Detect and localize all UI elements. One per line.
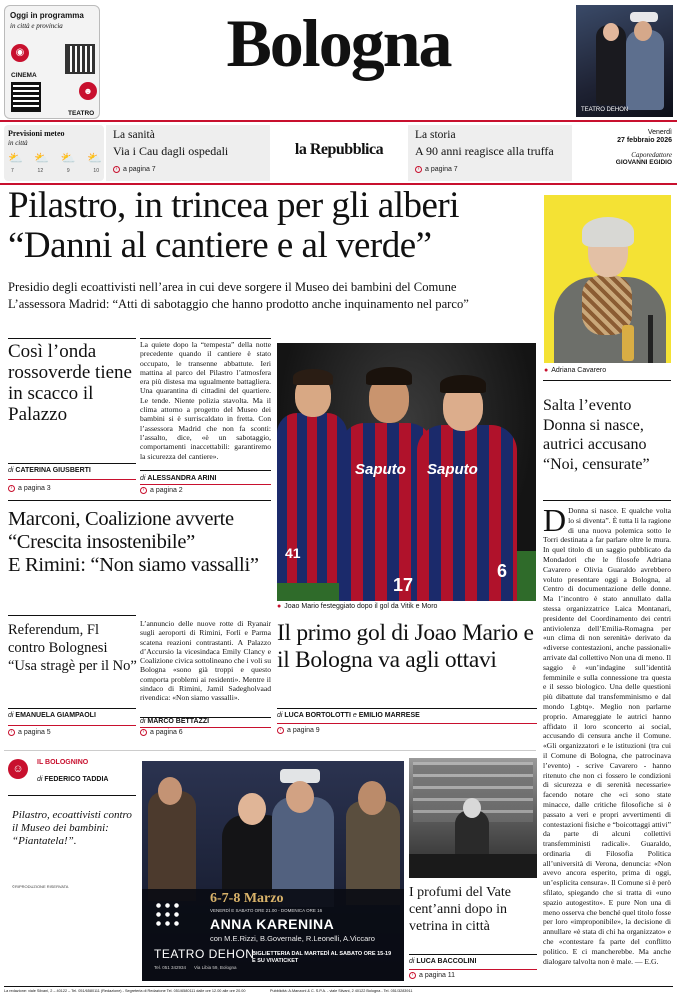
onda-headline[interactable]: Così l’onda rossoverde tiene in scacco il Palazzo bbox=[8, 341, 132, 425]
referendum-page-ref[interactable]: › a pagina 5 bbox=[8, 729, 51, 736]
lead-standfirst-line1: Presidio degli ecoattivisti nell’area in cui deve sorgere il Museo dei bambini del Comune bbox=[8, 280, 457, 294]
marconi-headline[interactable] bbox=[8, 508, 273, 577]
arrow-icon: › bbox=[8, 485, 15, 492]
teatro-photo-caption: TEATRO DEHON bbox=[581, 107, 629, 113]
actor-figure bbox=[626, 30, 664, 110]
bolognino-rule bbox=[8, 795, 136, 796]
temp-value: 10 bbox=[93, 168, 99, 174]
vate-photo[interactable] bbox=[409, 758, 537, 878]
teaser-storia[interactable] bbox=[408, 125, 572, 181]
cavarero-body-rule bbox=[543, 500, 671, 501]
vate-head bbox=[463, 798, 481, 818]
lead-ref-rule bbox=[140, 484, 271, 485]
bolognino-icon: ☺ bbox=[8, 759, 28, 779]
onda-byline: di CATERINA GIUSBERTI bbox=[8, 467, 91, 474]
vate-page-ref[interactable]: › a pagina 11 bbox=[409, 972, 455, 979]
ad-officer-face bbox=[286, 781, 314, 813]
cavarero-top-rule bbox=[543, 380, 671, 381]
repubblica-logo[interactable]: la Repubblica bbox=[294, 141, 384, 158]
vate-table bbox=[409, 854, 537, 878]
ad-actor-left-face bbox=[158, 777, 182, 805]
teaser-kicker: La storia bbox=[415, 129, 456, 141]
marconi-body: L’annuncio delle nuove rotte di Ryanair sugli aeroporti di Rimini, Forlì e Parma scatena reazioni contrastanti. A Palazzo d’Accursio la vicesindaca Emily Clancy e Coalizione civica sottolineano che i voli su Bologna «sono già troppi e questo comporta problemi ai residenti». Mentre il sindaco di Rimini, Jamil Sadegholvaad rivendica: «Non siamo vassalli». bbox=[140, 619, 271, 703]
ad-box-office: BIGLIETTERIA DAL MARTEDÌ AL SABATO ORE 15-19 E SU VIVATICKET bbox=[252, 951, 392, 964]
lead-body: La quiete dopo la “tempesta” della notte precedente quando il cantiere è stato occupato, le transenne abbattute. Ieri mattina al parco del Pilastro l’atmosfera era più distesa ma ugualmente battagliera. Una quarantina di cittadini del quartiere. Le tende. Niente polizia stavolta. Ma il clima attorno a progetto del Museo dei bambini si è surriscaldato in fretta. Con l’assessora Madrid che non fa sconti: l’assalto, dice, «è un sabotaggio, comportamenti inaccettabili: garantiremo la sicurezza del cantiere». bbox=[140, 340, 271, 461]
teaser-page-ref[interactable]: › a pagina 7 bbox=[415, 166, 458, 173]
edition-date: 27 febbraio 2026 bbox=[617, 137, 672, 144]
player-left-hair bbox=[293, 369, 333, 385]
actor-face bbox=[634, 21, 652, 41]
referendum-byline: di EMANUELA GIAMPAOLI bbox=[8, 712, 96, 719]
arrow-icon: › bbox=[140, 729, 147, 736]
ad-cast: con M.E.Rizzi, B.Governale, R.Leonelli, A.Viccaro bbox=[210, 934, 375, 943]
anna-karenina-ad[interactable] bbox=[142, 761, 404, 981]
footer-redazione: La redazione: viale Silvani, 2 – 40122 – Tel. 051/6580111 (Redazione) - Segreteria di Redazione Tel. 051/6580111 dalle ore 12.00 alle ore 20.00 bbox=[4, 989, 246, 993]
sport-rule bbox=[277, 708, 537, 709]
sport-ref-rule bbox=[277, 723, 537, 724]
arrow-icon: › bbox=[409, 972, 416, 979]
cinema-label[interactable]: CINEMA bbox=[11, 72, 37, 79]
sport-headline[interactable]: Il primo gol di Joao Mario e il Bologna va agli ottavi bbox=[277, 620, 534, 673]
referendum-rule bbox=[8, 708, 136, 709]
sport-page-ref[interactable]: › a pagina 9 bbox=[277, 727, 320, 734]
teatro-icon[interactable]: ☻ bbox=[79, 82, 97, 100]
marconi-top-rule bbox=[8, 500, 271, 501]
glass-bottle bbox=[622, 325, 634, 361]
portrait-hair bbox=[582, 217, 634, 247]
referendum-headline[interactable] bbox=[8, 621, 138, 675]
arrow-icon: › bbox=[140, 487, 147, 494]
marconi-line2[interactable]: “Crescita insostenibile” bbox=[8, 531, 195, 553]
arrow-icon: › bbox=[415, 166, 422, 173]
ad-actress-face bbox=[238, 793, 266, 825]
lead-byline-rule bbox=[140, 470, 271, 471]
ad-dates: 6-7-8 Marzo bbox=[210, 891, 284, 906]
arrow-icon: › bbox=[8, 729, 15, 736]
onda-ref-rule bbox=[8, 479, 136, 480]
sport-byline: di LUCA BORTOLOTTI e EMILIO MARRESE bbox=[277, 712, 420, 719]
cavarero-body: D Donna si nasce. E qualche volta lo si diventa”. È tutta lì la ragione di una nuova polemica sotto le Torri destinata a far parlare oltre le mura. In quel titolo di un saggio pubblicato da Mondadori che le filosofe Adriana Cavarero e Olivia Guaraldo avrebbero voluto presentare oggi a Bologna, al Centro di documentazione delle donne. Ma l’incontro è stato annullato dalla stessa organizzatrice Laica Montanari, presidente del Coordinamento dei centri antiviolenza dell’Emilia-Romagna per «un clima di non serenità» derivato da «diverse contestazioni, anche passionali» arrivate dal collettivo Non una di meno. Il saggio è «un’indagine sull’identità femminile e sulla connessione tra questa e il sesso biologico. Una delle questioni più dibattute dal transfemminismo e dal mondo Lgbtq». Meglio non parlarne proprio. Amareggiate le autrici hanno affidato il loro sconcerto ai social, accusando di censura anche il Comune. «Gli organizzatori e le istituzioni (tra cui il Comune di Bologna, che patrocinava l’evento) - scrive Cavarero - hanno ritenuto che non ci fossero le condizioni di sicurezza e di serenità necessarie» facendo notare che «ci sono state minacce, dalle critiche filosofiche si è passato a veri e propri avvertimenti di contestazioni fisiche e “boicottaggi attivi” da parte di alcuni collettivi transfemministi radicali». Guaraldo, ordinaria di Filosofia Politica all’università di Verona, denuncia: «Non avevo ancora esperito, prima di oggi, un’esplicita censura». Il Comune si è però sfilato, spiegando che si tratta di «uno spazio autogestito». E pure Non una di meno osserva che benché quel titolo fosse per loro «improponibile», la decisione di annullare «è stata di chi ha organizzato» e che «contestare fa parte del conflitto politico. E ci mancherebbe. Ma anche dialogare talvolta non è male. — E.G. bbox=[543, 506, 671, 966]
temp-value: 12 bbox=[37, 168, 44, 174]
drop-cap: D bbox=[543, 506, 567, 538]
bolognino-text: Pilastro, ecoattivisti contro il Museo dei bambini: “Piantatela!”. bbox=[12, 809, 132, 847]
footer-rule bbox=[4, 986, 673, 987]
partly-cloudy-icon: ⛅ bbox=[60, 151, 76, 165]
edition-day: Venerdì bbox=[647, 129, 672, 136]
weather-title: Previsioni meteo bbox=[8, 129, 65, 138]
promo-subtitle: in città e provincia bbox=[10, 22, 63, 30]
weather-icons bbox=[8, 151, 102, 166]
ad-title: ANNA KARENINA bbox=[210, 916, 335, 932]
marconi-ref-rule bbox=[140, 727, 271, 728]
player-right-hair bbox=[440, 375, 486, 393]
temp-value: 7 bbox=[11, 168, 14, 174]
caption-bullet-icon: ● bbox=[544, 367, 549, 374]
player-center-hair bbox=[366, 367, 412, 385]
qr-code-teatro[interactable] bbox=[11, 82, 41, 112]
top-bar-rule bbox=[0, 120, 677, 122]
bolognino-byline: di FEDERICO TADDIA bbox=[37, 776, 109, 783]
sport-photo-caption: ● Joao Mario festeggiato dopo il gol da Vitik e Moro bbox=[277, 603, 438, 610]
referendum-ref-rule bbox=[8, 725, 136, 726]
promo-title: Oggi in programma bbox=[10, 11, 84, 20]
jersey-number-41: 41 bbox=[285, 545, 301, 561]
bolognino-box[interactable] bbox=[4, 756, 138, 982]
partly-cloudy-icon: ⛅ bbox=[8, 151, 23, 165]
temp-value: 9 bbox=[66, 168, 70, 174]
lead-headline-line2[interactable]: “Danni al cantiere e al verde” bbox=[8, 225, 432, 266]
cavarero-headline[interactable]: Salta l’evento Donna si nasce, autrici accusano “Noi, censurate” bbox=[543, 397, 650, 473]
edition-info bbox=[576, 129, 672, 166]
vate-headline[interactable]: I profumi del Vate cent’anni dopo in vetrina in città bbox=[409, 885, 511, 934]
bottom-section-rule bbox=[4, 750, 536, 751]
teaser-text: A 90 anni reagisce alla truffa bbox=[415, 144, 554, 158]
referendum-top-rule bbox=[8, 615, 136, 616]
weather-temps bbox=[11, 168, 99, 174]
lead-headline[interactable] bbox=[8, 186, 538, 266]
vate-ref-rule bbox=[409, 969, 537, 970]
partly-cloudy-icon: ⛅ bbox=[34, 151, 50, 165]
lead-page-ref[interactable]: › a pagina 2 bbox=[140, 487, 183, 494]
jersey-number-17: 17 bbox=[393, 575, 414, 595]
marconi-byline: di MARCO BETTAZZI bbox=[140, 718, 210, 725]
referendum-line1[interactable]: Referendum, Fl contro Bolognesi bbox=[8, 622, 108, 656]
edition-role: Caporedattore bbox=[631, 151, 672, 159]
bolognino-note: ©RIPRODUZIONE RISERVATA bbox=[12, 884, 69, 889]
lead-headline-line1[interactable]: Pilastro, in trincea per gli alberi bbox=[8, 185, 460, 226]
bologna-players-photo[interactable] bbox=[277, 343, 536, 601]
lead-standfirst-line2: L’assessora Madrid: “Atti di sabotaggio che hanno prodotto anche inquinamento nel parco” bbox=[8, 297, 469, 311]
cavarero-caption: ● Adriana Cavarero bbox=[544, 367, 607, 374]
vate-byline: di LUCA BACCOLINI bbox=[409, 958, 477, 965]
onda-page-ref[interactable]: › a pagina 3 bbox=[8, 485, 51, 492]
teaser-page-ref[interactable]: › a pagina 7 bbox=[113, 166, 156, 173]
marconi-line3[interactable]: E Rimini: “Non siamo vassalli” bbox=[8, 554, 259, 576]
lead-byline: di ALESSANDRA ARINI bbox=[140, 475, 217, 482]
lead-body-top-rule bbox=[140, 338, 271, 339]
marconi-page-ref[interactable]: › a pagina 6 bbox=[140, 729, 183, 736]
jersey-number-6: 6 bbox=[497, 561, 508, 581]
marconi-line1[interactable]: Marconi, Coalizione avverte bbox=[8, 508, 234, 530]
masthead-logo[interactable]: Bologna bbox=[226, 5, 451, 81]
arrow-icon: › bbox=[113, 166, 120, 173]
weather-subtitle: in città bbox=[8, 139, 28, 147]
edition-editor: GIOVANNI EGIDIO bbox=[615, 159, 672, 166]
ad-actor-left bbox=[148, 791, 196, 901]
teaser-text: Via i Cau dagli ospedali bbox=[113, 144, 229, 158]
teatro-label[interactable]: TEATRO bbox=[68, 110, 95, 117]
actress-face bbox=[603, 23, 619, 41]
cinema-icon[interactable]: ◉ bbox=[11, 44, 29, 62]
onda-rule bbox=[8, 463, 136, 464]
ad-venue: TEATRO DEHON bbox=[154, 947, 255, 961]
ad-dots-logo bbox=[154, 901, 182, 929]
onda-top-rule bbox=[8, 338, 136, 339]
footer-pubblicita: Pubblicità: A.Manzoni & C. S.P.A. - viale Silvani, 2 40122 Bologna - Tel. 051/3283911 bbox=[270, 989, 413, 993]
arrow-icon: › bbox=[277, 727, 284, 734]
teaser-sanita[interactable] bbox=[106, 125, 270, 181]
caption-bullet-icon: ● bbox=[277, 603, 282, 610]
ad-address: Via Libia 59, Bologna bbox=[194, 965, 237, 970]
weather-box[interactable] bbox=[4, 125, 104, 181]
bolognino-kicker: IL BOLOGNINO bbox=[37, 759, 89, 766]
lead-standfirst bbox=[8, 279, 543, 313]
cavarero-photo[interactable] bbox=[544, 195, 671, 363]
ad-actor-right-face bbox=[358, 781, 386, 815]
teaser-kicker: La sanità bbox=[113, 129, 155, 141]
teatro-dehon-photo[interactable] bbox=[576, 5, 673, 117]
vate-rule bbox=[409, 954, 537, 955]
microphone bbox=[648, 315, 653, 363]
ad-phone: Tel. 051 342934 bbox=[154, 965, 187, 970]
ad-times: VENERDÌ E SABATO ORE 21.00 - DOMENICA ORE 16 bbox=[210, 908, 323, 913]
sponsor-center: Saputo bbox=[355, 461, 406, 478]
partly-cloudy-icon: ⛅ bbox=[87, 151, 102, 165]
referendum-line2[interactable]: “Usa stragè per il No” bbox=[8, 658, 137, 674]
sponsor-right: Saputo bbox=[427, 461, 478, 478]
